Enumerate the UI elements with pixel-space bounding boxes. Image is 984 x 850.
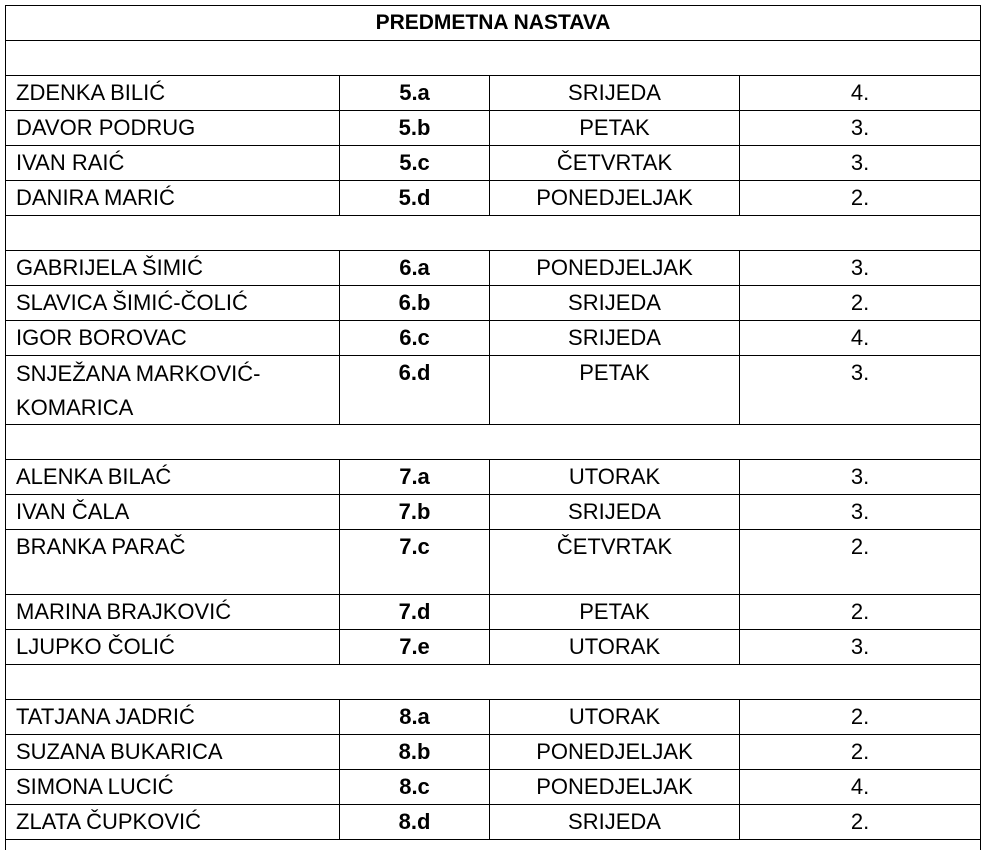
- day-label: PONEDJELJAK: [490, 735, 740, 770]
- teacher-name: ALENKA BILAĆ: [6, 460, 340, 495]
- hour-label: 3.: [740, 495, 981, 530]
- class-label: 7.e: [340, 630, 490, 665]
- day-label: UTORAK: [490, 460, 740, 495]
- teacher-name: IVAN RAIĆ: [6, 146, 340, 181]
- teacher-name: IGOR BOROVAC: [6, 321, 340, 356]
- table-row: [6, 770, 981, 805]
- table-row: [6, 700, 981, 735]
- spacer-row: [6, 41, 981, 76]
- hour-label: 4.: [740, 321, 981, 356]
- day-label: PETAK: [490, 356, 740, 425]
- teacher-name: MARINA BRAJKOVIĆ: [6, 595, 340, 630]
- hour-label: 2.: [740, 735, 981, 770]
- spacer-row: [6, 840, 981, 850]
- day-label: PETAK: [490, 111, 740, 146]
- teacher-name: SIMONA LUCIĆ: [6, 770, 340, 805]
- hour-label: 2.: [740, 595, 981, 630]
- table-row: [6, 356, 981, 425]
- hour-label: 2.: [740, 700, 981, 735]
- day-label: PETAK: [490, 595, 740, 630]
- teacher-name: IVAN ČALA: [6, 495, 340, 530]
- hour-label: 3.: [740, 356, 981, 425]
- hour-label: 4.: [740, 76, 981, 111]
- teacher-name: ZLATA ČUPKOVIĆ: [6, 805, 340, 840]
- table-row: [6, 460, 981, 495]
- teacher-name: DANIRA MARIĆ: [6, 181, 340, 216]
- hour-label: 3.: [740, 251, 981, 286]
- spacer-row: [6, 425, 981, 460]
- class-label: 6.d: [340, 356, 490, 425]
- hour-label: 2.: [740, 286, 981, 321]
- table-row: [6, 111, 981, 146]
- table-row: [6, 76, 981, 111]
- teacher-name: SLAVICA ŠIMIĆ-ČOLIĆ: [6, 286, 340, 321]
- teacher-name: [6, 356, 340, 425]
- table-row: [6, 805, 981, 840]
- day-label: ČETVRTAK: [490, 530, 740, 595]
- class-label: 5.d: [340, 181, 490, 216]
- teacher-name: LJUPKO ČOLIĆ: [6, 630, 340, 665]
- hour-label: 2.: [740, 530, 981, 595]
- class-label: 7.d: [340, 595, 490, 630]
- class-label: 8.b: [340, 735, 490, 770]
- table-row: [6, 595, 981, 630]
- teacher-name: DAVOR PODRUG: [6, 111, 340, 146]
- class-label: 7.a: [340, 460, 490, 495]
- teacher-name: ZDENKA BILIĆ: [6, 76, 340, 111]
- table-row: [6, 251, 981, 286]
- hour-label: 2.: [740, 181, 981, 216]
- table-row: [6, 495, 981, 530]
- day-label: PONEDJELJAK: [490, 181, 740, 216]
- table-row: [6, 181, 981, 216]
- hour-label: 3.: [740, 111, 981, 146]
- schedule-table: [5, 5, 981, 850]
- day-label: UTORAK: [490, 630, 740, 665]
- table-title: PREDMETNA NASTAVA: [6, 6, 981, 41]
- spacer-row: [6, 216, 981, 251]
- class-label: 7.c: [340, 530, 490, 595]
- class-label: 5.c: [340, 146, 490, 181]
- class-label: 5.a: [340, 76, 490, 111]
- teacher-name: BRANKA PARAČ: [6, 530, 340, 595]
- class-label: 6.b: [340, 286, 490, 321]
- table-row: [6, 530, 981, 595]
- day-label: SRIJEDA: [490, 286, 740, 321]
- spacer-row: [6, 665, 981, 700]
- class-label: 8.c: [340, 770, 490, 805]
- teacher-name-line-1: SNJEŽANA MARKOVIĆ-: [16, 356, 339, 390]
- class-label: 7.b: [340, 495, 490, 530]
- day-label: PONEDJELJAK: [490, 770, 740, 805]
- hour-label: 4.: [740, 770, 981, 805]
- class-label: 6.a: [340, 251, 490, 286]
- class-label: 8.d: [340, 805, 490, 840]
- class-label: 5.b: [340, 111, 490, 146]
- teacher-name: TATJANA JADRIĆ: [6, 700, 340, 735]
- day-label: SRIJEDA: [490, 805, 740, 840]
- day-label: UTORAK: [490, 700, 740, 735]
- teacher-name: GABRIJELA ŠIMIĆ: [6, 251, 340, 286]
- day-label: SRIJEDA: [490, 76, 740, 111]
- day-label: PONEDJELJAK: [490, 251, 740, 286]
- teacher-name-line-2: KOMARICA: [16, 390, 339, 424]
- class-label: 6.c: [340, 321, 490, 356]
- table-row: [6, 321, 981, 356]
- hour-label: 3.: [740, 460, 981, 495]
- hour-label: 2.: [740, 805, 981, 840]
- hour-label: 3.: [740, 146, 981, 181]
- hour-label: 3.: [740, 630, 981, 665]
- table-row: [6, 735, 981, 770]
- day-label: ČETVRTAK: [490, 146, 740, 181]
- day-label: SRIJEDA: [490, 321, 740, 356]
- teacher-name: SUZANA BUKARICA: [6, 735, 340, 770]
- class-label: 8.a: [340, 700, 490, 735]
- table-row: [6, 630, 981, 665]
- table-row: [6, 286, 981, 321]
- table-row: [6, 146, 981, 181]
- day-label: SRIJEDA: [490, 495, 740, 530]
